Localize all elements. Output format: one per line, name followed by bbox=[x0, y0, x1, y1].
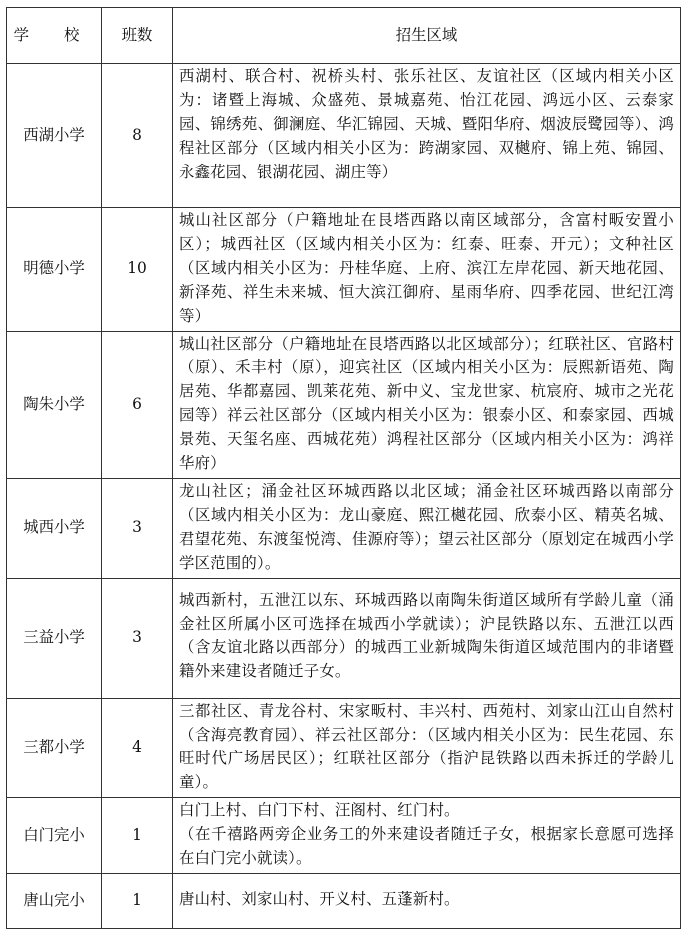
table-row bbox=[7, 798, 681, 874]
table-row bbox=[7, 698, 681, 798]
header-row bbox=[7, 8, 681, 64]
header-area: 招生区域 bbox=[173, 8, 681, 64]
school-name: 三益小学 bbox=[7, 578, 102, 698]
school-name: 明德小学 bbox=[7, 208, 102, 332]
enrollment-table bbox=[6, 7, 681, 929]
enrollment-area: 西湖村、联合村、祝桥头村、张乐社区、友谊社区（区域内相关小区为：诸暨上海城、众盛苑、景城嘉苑、怡江花园、鸿远小区、云泰家园、锦绣苑、御澜庭、华汇锦园、天城、暨阳华府、烟波辰鹭园等）、鸿程社区部分（区域内相关小区为：跨湖家园、双樾府、锦上苑、锦园、永鑫花园、银湖花园、湖庄等） bbox=[173, 64, 681, 208]
enrollment-area: 城山社区部分（户籍地址在艮塔西路以南区域部分，含富村畈安置小区）；城西社区（区域内相关小区为：红泰、旺泰、开元）；文种社区（区域内相关小区为：丹桂华庭、上府、滨江左岸花园、新天地花园、新泽苑、祥生未来城、恒大滨江御府、星雨华府、四季花园、世纪江湾等） bbox=[173, 208, 681, 332]
class-count: 1 bbox=[102, 873, 173, 928]
table-row bbox=[7, 873, 681, 928]
enrollment-area: 城西新村，五泄江以东、环城西路以南陶朱街道区域所有学龄儿童（涌金社区所属小区可选择在城西小学就读）；沪昆铁路以东、五泄江以西（含友谊北路以西部分）的城西工业新城陶朱街道区域范围内的非诸暨籍外来建设者随迁子女。 bbox=[173, 578, 681, 698]
school-name: 三都小学 bbox=[7, 698, 102, 798]
class-count: 6 bbox=[102, 331, 173, 478]
school-name: 西湖小学 bbox=[7, 64, 102, 208]
class-count: 3 bbox=[102, 478, 173, 578]
header-school: 学 校 bbox=[7, 8, 102, 64]
table-row bbox=[7, 64, 681, 208]
table-row bbox=[7, 478, 681, 578]
enrollment-area bbox=[173, 798, 681, 874]
table-row bbox=[7, 578, 681, 698]
enrollment-area: 唐山村、刘家山村、开义村、五蓬新村。 bbox=[173, 873, 681, 928]
class-count: 4 bbox=[102, 698, 173, 798]
class-count: 1 bbox=[102, 798, 173, 874]
enrollment-area: 三都社区、青龙谷村、宋家畈村、丰兴村、西苑村、刘家山江山自然村（含海亮教育园）、祥云社区部分：（区域内相关小区为：民生花园、东旺时代广场居民区）；红联社区部分（指沪昆铁路以西未拆迁的学龄儿童）。 bbox=[173, 698, 681, 798]
enrollment-area-note: （在千禧路两旁企业务工的外来建设者随迁子女，根据家长意愿可选择在白门完小就读）。 bbox=[179, 825, 674, 868]
enrollment-area: 城山社区部分（户籍地址在艮塔西路以北区域部分）；红联社区、官路村（原）、禾丰村（原），迎宾社区（区域内相关小区为：辰熙新语苑、陶居苑、华都嘉园、凯莱花苑、新中义、宝龙世家、杭宸府、城市之光花园等）祥云社区部分（区域内相关小区为：银泰小区、和泰家园、西城景苑、天玺名座、西城花苑）鸿程社区部分（区域内相关小区为：鸿祥华府） bbox=[173, 331, 681, 478]
table-row bbox=[7, 331, 681, 478]
enrollment-area-line: 白门上村、白门下村、汪阁村、红门村。 bbox=[179, 801, 460, 820]
header-classes: 班数 bbox=[102, 8, 173, 64]
class-count: 10 bbox=[102, 208, 173, 332]
class-count: 3 bbox=[102, 578, 173, 698]
table-row bbox=[7, 208, 681, 332]
school-name: 唐山完小 bbox=[7, 873, 102, 928]
class-count: 8 bbox=[102, 64, 173, 208]
school-name: 城西小学 bbox=[7, 478, 102, 578]
school-name: 陶朱小学 bbox=[7, 331, 102, 478]
school-name: 白门完小 bbox=[7, 798, 102, 874]
enrollment-area: 龙山社区；涌金社区环城西路以北区域；涌金社区环城西路以南部分（区域内相关小区为：龙山豪庭、熙江樾花园、欣泰小区、精英名城、君望花苑、东渡玺悦湾、佳源府等）；望云社区部分（原划定在城西小学学区范围的）。 bbox=[173, 478, 681, 578]
